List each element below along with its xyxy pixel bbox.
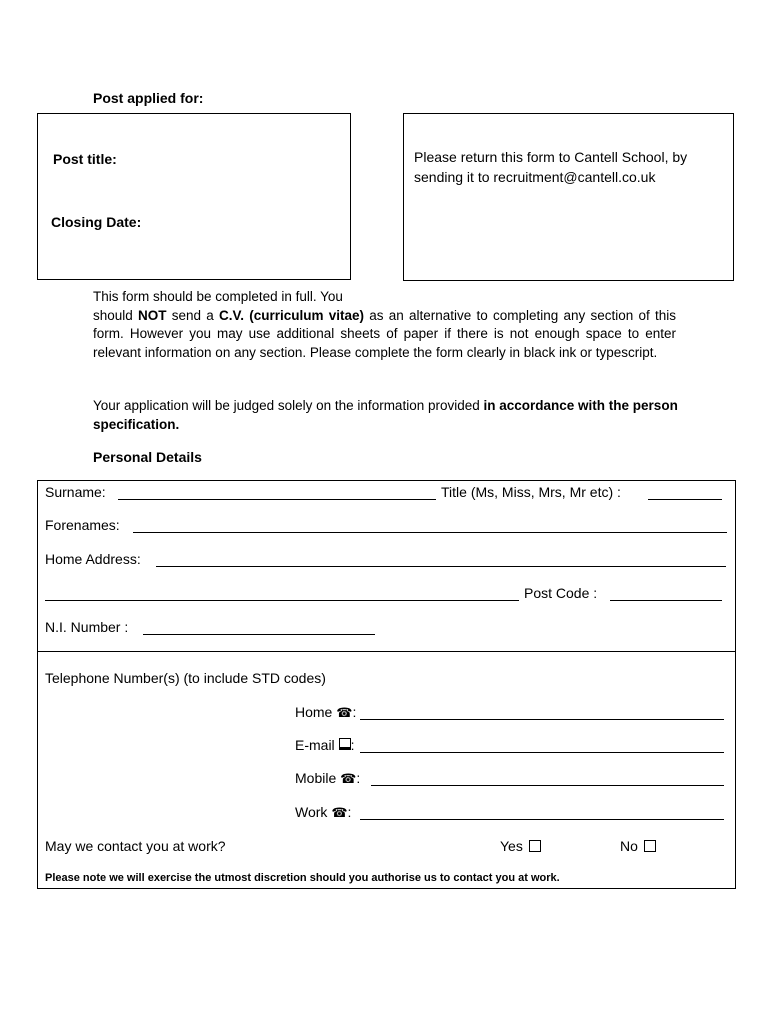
- return-note: Please return this form to Cantell School, by sending it to recruitment@cantell.co.uk: [414, 149, 688, 185]
- forenames-label: Forenames:: [45, 517, 120, 533]
- instruction-intro: This form should be completed in full. You: [93, 289, 343, 304]
- no-checkbox[interactable]: [644, 840, 656, 852]
- email-label: E-mail :: [295, 737, 355, 753]
- instruction-person-spec: in accordance with the person specification.: [93, 398, 678, 432]
- phone-icon: ☎: [340, 771, 357, 786]
- mobile-text: Mobile: [295, 770, 337, 786]
- instructions-paragraph-2: [93, 397, 683, 434]
- return-info-box: [403, 113, 734, 281]
- surname-field[interactable]: [118, 499, 436, 500]
- instruction-rest: as an alternative to completing any section of this form. However you may use additional sheets of paper if there is not enough space to enter relevant information on any section. Please complete the form clearly in black ink or typescript.: [93, 307, 676, 360]
- title-label: Title (Ms, Miss, Mrs, Mr etc) :: [441, 484, 621, 500]
- post-code-label: Post Code :: [524, 585, 598, 601]
- email-text: E-mail: [295, 737, 335, 753]
- closing-date-label: Closing Date:: [51, 214, 142, 230]
- forenames-field[interactable]: [133, 532, 727, 533]
- home-address-field-2[interactable]: [45, 600, 519, 601]
- mobile-label: Mobile ☎:: [295, 770, 361, 786]
- instruction-send: send a: [171, 307, 214, 323]
- surname-label: Surname:: [45, 484, 106, 500]
- post-details-box: [37, 113, 351, 280]
- telephone-box: [37, 651, 736, 889]
- no-option[interactable]: [620, 838, 656, 854]
- instruction-not: NOT: [138, 307, 167, 323]
- work-field[interactable]: [360, 819, 724, 820]
- instruction-cv: C.V. (curriculum vitae): [219, 307, 365, 323]
- home-phone-text: Home: [295, 704, 333, 720]
- ni-number-field[interactable]: [143, 634, 375, 635]
- home-address-field-1[interactable]: [156, 566, 726, 567]
- personal-details-box: [37, 480, 736, 652]
- email-field[interactable]: [360, 752, 724, 753]
- ni-number-label: N.I. Number :: [45, 619, 129, 635]
- computer-icon: [339, 738, 351, 750]
- yes-option[interactable]: [500, 838, 541, 854]
- home-phone-label: Home ☎:: [295, 704, 357, 720]
- contact-at-work-question: May we contact you at work?: [45, 838, 226, 854]
- work-text: Work: [295, 804, 328, 820]
- title-field[interactable]: [648, 499, 722, 500]
- post-code-field[interactable]: [610, 600, 722, 601]
- yes-label: Yes: [500, 838, 523, 854]
- discretion-note: Please note we will exercise the utmost discretion should you authorise us to contact you at work.: [45, 872, 560, 884]
- no-label: No: [620, 838, 638, 854]
- home-address-label: Home Address:: [45, 551, 141, 567]
- instruction-should: should: [93, 307, 133, 323]
- personal-details-heading: Personal Details: [93, 449, 202, 465]
- yes-checkbox[interactable]: [529, 840, 541, 852]
- telephone-heading: Telephone Number(s) (to include STD codes): [45, 670, 326, 686]
- post-title-label: Post title:: [53, 151, 117, 167]
- post-applied-heading: Post applied for:: [93, 90, 204, 106]
- work-label: Work ☎:: [295, 804, 352, 820]
- home-phone-field[interactable]: [360, 719, 724, 720]
- instruction-judged: Your application will be judged solely on the information provided: [93, 398, 480, 413]
- instructions-paragraph-1: [93, 288, 676, 362]
- phone-icon: ☎: [331, 805, 348, 820]
- mobile-field[interactable]: [371, 785, 724, 786]
- phone-icon: ☎: [336, 705, 353, 720]
